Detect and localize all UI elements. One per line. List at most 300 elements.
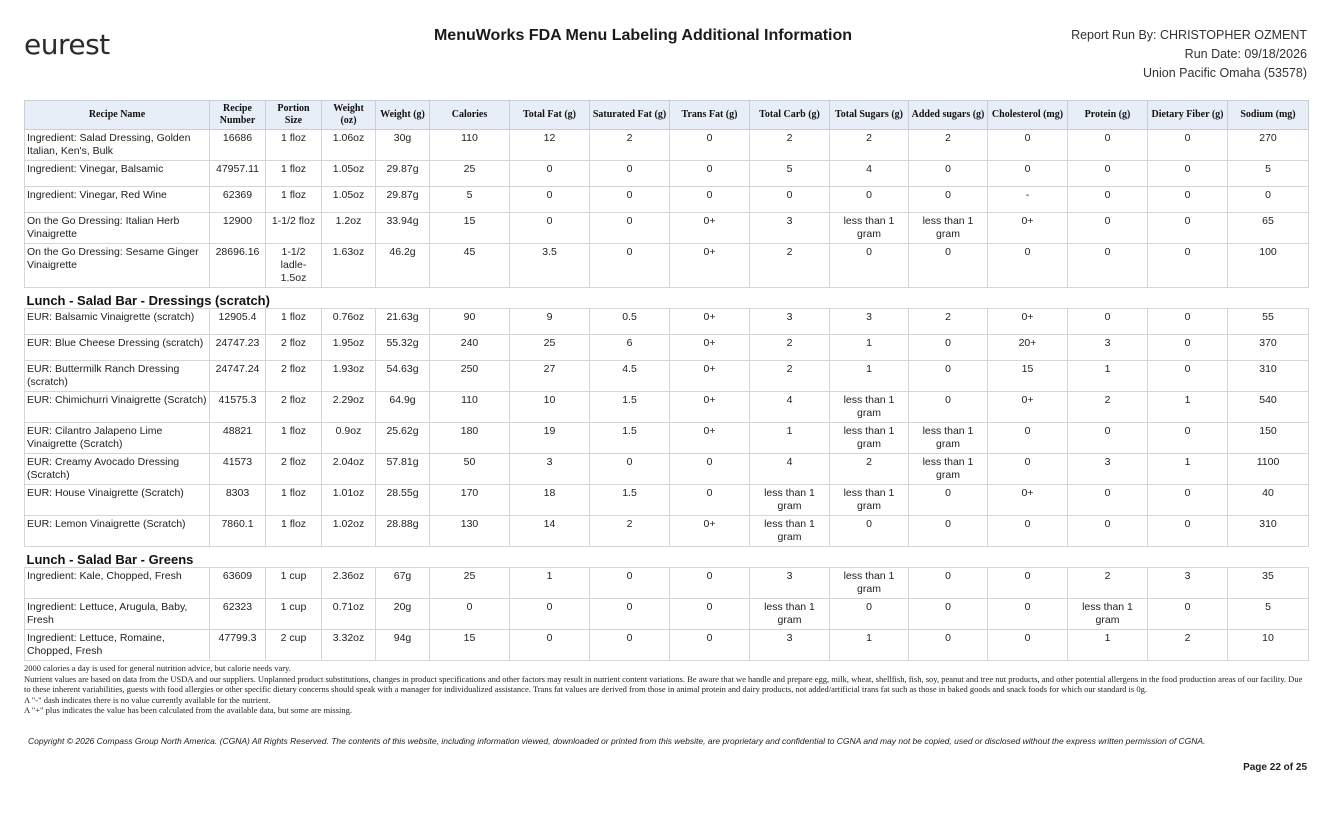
table-cell: less than 1 gram [750,599,830,630]
table-cell: 0 [1068,423,1148,454]
table-cell: 1 floz [266,485,322,516]
table-cell: 27 [510,361,590,392]
table-cell: 0+ [670,213,750,244]
table-cell: 0 [988,599,1068,630]
table-cell: 3 [1068,335,1148,361]
table-cell: 0 [1148,423,1228,454]
note-calories: 2000 calories a day is used for general nutrition advice, but calorie needs vary. [24,663,291,673]
table-cell: 7860.1 [210,516,266,547]
table-cell: 64.9g [376,392,430,423]
table-cell: 2 [909,130,988,161]
table-cell: less than 1 gram [750,485,830,516]
table-cell: 1 floz [266,423,322,454]
table-cell: 0+ [988,485,1068,516]
table-cell: 28.55g [376,485,430,516]
table-cell: 12900 [210,213,266,244]
table-cell: 1 floz [266,309,322,335]
table-cell: 1-1/2 floz [266,213,322,244]
run-by: Report Run By: CHRISTOPHER OZMENT [1071,28,1307,42]
table-cell: 20g [376,599,430,630]
column-header: Total Fat (g) [510,101,590,130]
table-cell: 2 [590,516,670,547]
section-title: Lunch - Salad Bar - Greens [25,547,1309,568]
table-cell: 16686 [210,130,266,161]
column-header: Trans Fat (g) [670,101,750,130]
table-cell: 0 [670,630,750,661]
note-dash: A "-" dash indicates there is no value currently available for the nutrient. [24,694,271,705]
table-cell: 0 [1068,130,1148,161]
table-cell: 2 floz [266,454,322,485]
table-cell: 0 [750,187,830,213]
table-cell: 40 [1228,485,1309,516]
table-cell: 1.2oz [322,213,376,244]
column-header: Weight (oz) [322,101,376,130]
table-cell: 5 [430,187,510,213]
table-cell: 3 [750,309,830,335]
table-cell: 310 [1228,516,1309,547]
table-cell: 55 [1228,309,1309,335]
table-cell: 3 [1068,454,1148,485]
recipe-name-cell: EUR: Buttermilk Ranch Dressing (scratch) [25,361,210,392]
column-header: Added sugars (g) [909,101,988,130]
table-row [25,161,1309,187]
table-cell: 0 [590,187,670,213]
table-cell: 0 [1148,516,1228,547]
table-row [25,335,1309,361]
table-cell: 0 [670,454,750,485]
table-cell: 0 [670,130,750,161]
table-cell: 0 [1148,130,1228,161]
table-cell: 41575.3 [210,392,266,423]
table-row [25,213,1309,244]
table-cell: 0 [670,599,750,630]
table-cell: 0 [909,516,988,547]
table-cell: 90 [430,309,510,335]
table-cell: 0 [1148,599,1228,630]
table-cell: 0+ [670,423,750,454]
table-cell: 15 [988,361,1068,392]
table-cell: 1.05oz [322,187,376,213]
table-cell: 3.32oz [322,630,376,661]
table-cell: 24747.24 [210,361,266,392]
table-cell: 48821 [210,423,266,454]
table-cell: 0 [830,244,909,288]
table-row [25,485,1309,516]
table-cell: 0 [988,454,1068,485]
table-cell: 2.04oz [322,454,376,485]
table-cell: 0 [670,485,750,516]
table-cell: 0 [1148,161,1228,187]
note-nutrient-values: Nutrient values are based on data from the USDA and our suppliers. Unplanned product substitutions, changes in product specifications and other factors may result in nutrient content variations. Be aware that we handle and prepare egg, milk, wheat, shellfish, fish, soy, peanut and tree nut products, and other potential allergens in the food production areas of our facility. Due to these inherent variabilities, guests with food allergies or other specific dietary concerns should speak with a manager for individualized assistance. Trans fat values are derived from those in animal protein and dairy products, not added/artificial trans fat such as those in baked goods and snack foods for which our standard is 0g. [24,673,1303,694]
table-cell: 0 [830,516,909,547]
table-cell: 0 [590,244,670,288]
table-cell: 0 [1148,309,1228,335]
table-cell: 3 [750,630,830,661]
table-row [25,454,1309,485]
table-row [25,309,1309,335]
section-header-row [25,547,1309,568]
table-cell: 0 [1068,187,1148,213]
table-cell: 2 [750,335,830,361]
table-cell: 0 [909,161,988,187]
column-header: Dietary Fiber (g) [1148,101,1228,130]
table-cell: 2 [750,361,830,392]
table-cell: 2 cup [266,630,322,661]
table-cell: 270 [1228,130,1309,161]
table-cell: 170 [430,485,510,516]
table-cell: 4.5 [590,361,670,392]
recipe-name-cell: EUR: Blue Cheese Dressing (scratch) [25,335,210,361]
recipe-name-cell: Ingredient: Lettuce, Romaine, Chopped, Fresh [25,630,210,661]
table-cell: 28696.16 [210,244,266,288]
table-cell: 0 [1228,187,1309,213]
table-cell: 10 [510,392,590,423]
table-cell: 2 [750,130,830,161]
column-header: Protein (g) [1068,101,1148,130]
table-row [25,423,1309,454]
table-cell: 19 [510,423,590,454]
table-cell: 0 [1148,213,1228,244]
report-title: MenuWorks FDA Menu Labeling Additional Information [433,27,853,44]
table-cell: 0 [1148,485,1228,516]
run-date: Run Date: 09/18/2026 [1184,47,1307,61]
table-cell: less than 1 gram [909,213,988,244]
table-cell: 47957.11 [210,161,266,187]
table-cell: 8303 [210,485,266,516]
table-cell: 3 [1148,568,1228,599]
table-cell: 57.81g [376,454,430,485]
recipe-name-cell: EUR: Balsamic Vinaigrette (scratch) [25,309,210,335]
table-cell: 2.29oz [322,392,376,423]
table-cell: 1.01oz [322,485,376,516]
table-cell: 25.62g [376,423,430,454]
column-header: Total Sugars (g) [830,101,909,130]
table-cell: 1 [1148,454,1228,485]
table-cell: 1 [830,630,909,661]
recipe-name-cell: Ingredient: Lettuce, Arugula, Baby, Fresh [25,599,210,630]
table-cell: 2 [750,244,830,288]
table-cell: 1 floz [266,187,322,213]
table-cell: 0+ [670,361,750,392]
location: Union Pacific Omaha (53578) [1143,66,1307,80]
table-cell: 15 [430,213,510,244]
table-cell: 2 [590,130,670,161]
table-cell: 0 [1148,244,1228,288]
table-cell: 63609 [210,568,266,599]
recipe-name-cell: Ingredient: Kale, Chopped, Fresh [25,568,210,599]
table-cell: 0 [988,130,1068,161]
section-header-row [25,288,1309,309]
table-cell: 0 [1148,187,1228,213]
table-cell: 67g [376,568,430,599]
table-cell: 0 [909,568,988,599]
table-cell: 94g [376,630,430,661]
table-cell: 35 [1228,568,1309,599]
table-cell: 4 [750,454,830,485]
nutrition-table [24,100,1309,661]
table-cell: 1100 [1228,454,1309,485]
table-cell: less than 1 gram [830,213,909,244]
table-cell: 0 [1068,161,1148,187]
table-cell: 1.5 [590,485,670,516]
table-cell: less than 1 gram [909,454,988,485]
table-cell: 45 [430,244,510,288]
table-cell: 2 [909,309,988,335]
table-cell: 0+ [988,213,1068,244]
table-cell: 15 [430,630,510,661]
table-cell: 25 [430,568,510,599]
table-cell: 20+ [988,335,1068,361]
column-header: Recipe Number [210,101,266,130]
table-cell: 0 [830,599,909,630]
table-cell: 0.76oz [322,309,376,335]
table-cell: 46.2g [376,244,430,288]
table-cell: less than 1 gram [909,423,988,454]
table-cell: 1 cup [266,599,322,630]
table-cell: 0 [909,485,988,516]
table-cell: 4 [750,392,830,423]
column-header: Total Carb (g) [750,101,830,130]
table-cell: 0 [510,599,590,630]
table-cell: 0 [510,213,590,244]
run-info [1071,26,1307,83]
table-cell: 0 [590,630,670,661]
table-cell: less than 1 gram [830,423,909,454]
table-cell: 180 [430,423,510,454]
table-cell: 0 [510,161,590,187]
table-cell: 2 floz [266,361,322,392]
recipe-name-cell: EUR: Lemon Vinaigrette (Scratch) [25,516,210,547]
recipe-name-cell: EUR: Cilantro Jalapeno Lime Vinaigrette (Scratch) [25,423,210,454]
table-cell: 12 [510,130,590,161]
eurest-logo: eurest [24,28,110,61]
table-cell: 2 [830,130,909,161]
table-cell: 0+ [670,309,750,335]
table-cell: 0 [590,454,670,485]
recipe-name-cell: On the Go Dressing: Italian Herb Vinaigrette [25,213,210,244]
table-cell: less than 1 gram [830,568,909,599]
table-cell: 0 [909,187,988,213]
table-cell: 2 [1148,630,1228,661]
table-row [25,599,1309,630]
table-cell: 29.87g [376,161,430,187]
table-row [25,568,1309,599]
table-cell: 3 [750,213,830,244]
column-header: Sodium (mg) [1228,101,1309,130]
table-cell: 1 [1068,630,1148,661]
table-cell: 50 [430,454,510,485]
table-cell: 0 [988,630,1068,661]
table-cell: 0 [909,335,988,361]
table-cell: 2 floz [266,392,322,423]
table-cell: 1.93oz [322,361,376,392]
table-cell: 110 [430,130,510,161]
table-cell: 0 [670,568,750,599]
recipe-name-cell: EUR: Creamy Avocado Dressing (Scratch) [25,454,210,485]
table-cell: less than 1 gram [750,516,830,547]
table-cell: 0 [1068,516,1148,547]
column-header: Calories [430,101,510,130]
table-cell: 24747.23 [210,335,266,361]
table-cell: 25 [430,161,510,187]
table-cell: 55.32g [376,335,430,361]
table-cell: 3 [830,309,909,335]
table-cell: 0 [909,599,988,630]
table-cell: 0 [988,423,1068,454]
table-cell: 1 floz [266,161,322,187]
table-cell: 0 [1068,485,1148,516]
table-cell: 3 [510,454,590,485]
table-cell: 310 [1228,361,1309,392]
table-cell: 1.95oz [322,335,376,361]
column-header: Portion Size [266,101,322,130]
table-cell: 130 [430,516,510,547]
table-cell: 21.63g [376,309,430,335]
table-cell: 25 [510,335,590,361]
table-cell: 0+ [988,309,1068,335]
table-cell: 0+ [988,392,1068,423]
table-cell: 0 [909,244,988,288]
table-cell: 150 [1228,423,1309,454]
table-cell: 2.36oz [322,568,376,599]
table-cell: 1 cup [266,568,322,599]
table-body [25,130,1309,661]
page-number: Page 22 of 25 [1243,762,1307,773]
table-row [25,630,1309,661]
table-cell: 14 [510,516,590,547]
table-cell: 0 [1148,335,1228,361]
table-cell: 1 [1148,392,1228,423]
note-plus: A "+" plus indicates the value has been calculated from the available data, but some are missing. [24,705,353,715]
column-header: Saturated Fat (g) [590,101,670,130]
table-cell: 250 [430,361,510,392]
table-cell: 0.71oz [322,599,376,630]
table-cell: 0 [988,568,1068,599]
table-cell: 0 [909,392,988,423]
table-row [25,244,1309,288]
table-row [25,187,1309,213]
table-row [25,130,1309,161]
table-cell: 2 floz [266,335,322,361]
table-cell: 0+ [670,392,750,423]
table-cell: 18 [510,485,590,516]
recipe-name-cell: EUR: House Vinaigrette (Scratch) [25,485,210,516]
table-cell: 0 [1068,213,1148,244]
table-cell: 30g [376,130,430,161]
disclaimer-notes [24,663,1310,716]
recipe-name-cell: On the Go Dressing: Sesame Ginger Vinaigrette [25,244,210,288]
table-row [25,361,1309,392]
table-cell: 0+ [670,516,750,547]
table-cell: 3.5 [510,244,590,288]
recipe-name-cell: Ingredient: Vinegar, Balsamic [25,161,210,187]
recipe-name-cell: EUR: Chimichurri Vinaigrette (Scratch) [25,392,210,423]
table-cell: 0 [670,187,750,213]
table-cell: 1 floz [266,516,322,547]
table-cell: 100 [1228,244,1309,288]
table-cell: 0 [830,187,909,213]
table-cell: 41573 [210,454,266,485]
table-cell: 370 [1228,335,1309,361]
table-cell: 0.5 [590,309,670,335]
table-cell: - [988,187,1068,213]
table-cell: 1.02oz [322,516,376,547]
table-cell: 62323 [210,599,266,630]
table-cell: 2 [1068,392,1148,423]
table-cell: 1.05oz [322,161,376,187]
table-cell: 1-1/2 ladle-1.5oz [266,244,322,288]
table-cell: 1.5 [590,423,670,454]
table-row [25,516,1309,547]
table-cell: less than 1 gram [830,485,909,516]
table-cell: 0 [988,244,1068,288]
table-cell: 0 [988,161,1068,187]
table-cell: 1 floz [266,130,322,161]
table-cell: 0 [590,161,670,187]
column-header: Cholesterol (mg) [988,101,1068,130]
table-cell: 28.88g [376,516,430,547]
table-cell: 54.63g [376,361,430,392]
table-cell: 1 [830,361,909,392]
table-cell: 0 [988,516,1068,547]
table-cell: 0 [1148,361,1228,392]
table-cell: 2 [1068,568,1148,599]
table-cell: 0 [909,361,988,392]
recipe-name-cell: Ingredient: Vinegar, Red Wine [25,187,210,213]
table-cell: 0 [909,630,988,661]
section-title: Lunch - Salad Bar - Dressings (scratch) [25,288,1309,309]
table-cell: 0+ [670,335,750,361]
table-cell: less than 1 gram [830,392,909,423]
table-cell: 0 [1068,309,1148,335]
table-cell: 240 [430,335,510,361]
table-cell: 62369 [210,187,266,213]
table-cell: 540 [1228,392,1309,423]
column-header: Recipe Name [25,101,210,130]
table-cell: 10 [1228,630,1309,661]
table-cell: 1 [510,568,590,599]
table-cell: 1.06oz [322,130,376,161]
table-cell: 0.9oz [322,423,376,454]
table-cell: 0 [590,568,670,599]
table-cell: 1 [1068,361,1148,392]
copyright-notice: Copyright © 2026 Compass Group North America. (CGNA) All Rights Reserved. The contents of this website, including information viewed, downloaded or printed from this website, are proprietary and confidential to CGNA and may not be copied, used or disclosed without the express written permission of CGNA. [28,736,1206,746]
table-cell: 33.94g [376,213,430,244]
table-cell: 0 [1068,244,1148,288]
table-cell: 0 [670,161,750,187]
table-cell: 0 [430,599,510,630]
table-cell: 1 [750,423,830,454]
table-cell: 5 [1228,161,1309,187]
table-cell: 9 [510,309,590,335]
table-cell: 0 [510,630,590,661]
table-row [25,392,1309,423]
table-cell: less than 1 gram [1068,599,1148,630]
table-cell: 110 [430,392,510,423]
column-header: Weight (g) [376,101,430,130]
table-cell: 0 [510,187,590,213]
table-cell: 5 [750,161,830,187]
table-cell: 5 [1228,599,1309,630]
table-cell: 12905.4 [210,309,266,335]
table-cell: 4 [830,161,909,187]
table-cell: 1.63oz [322,244,376,288]
table-cell: 47799.3 [210,630,266,661]
table-cell: 65 [1228,213,1309,244]
table-cell: 6 [590,335,670,361]
table-cell: 1.5 [590,392,670,423]
table-cell: 29.87g [376,187,430,213]
